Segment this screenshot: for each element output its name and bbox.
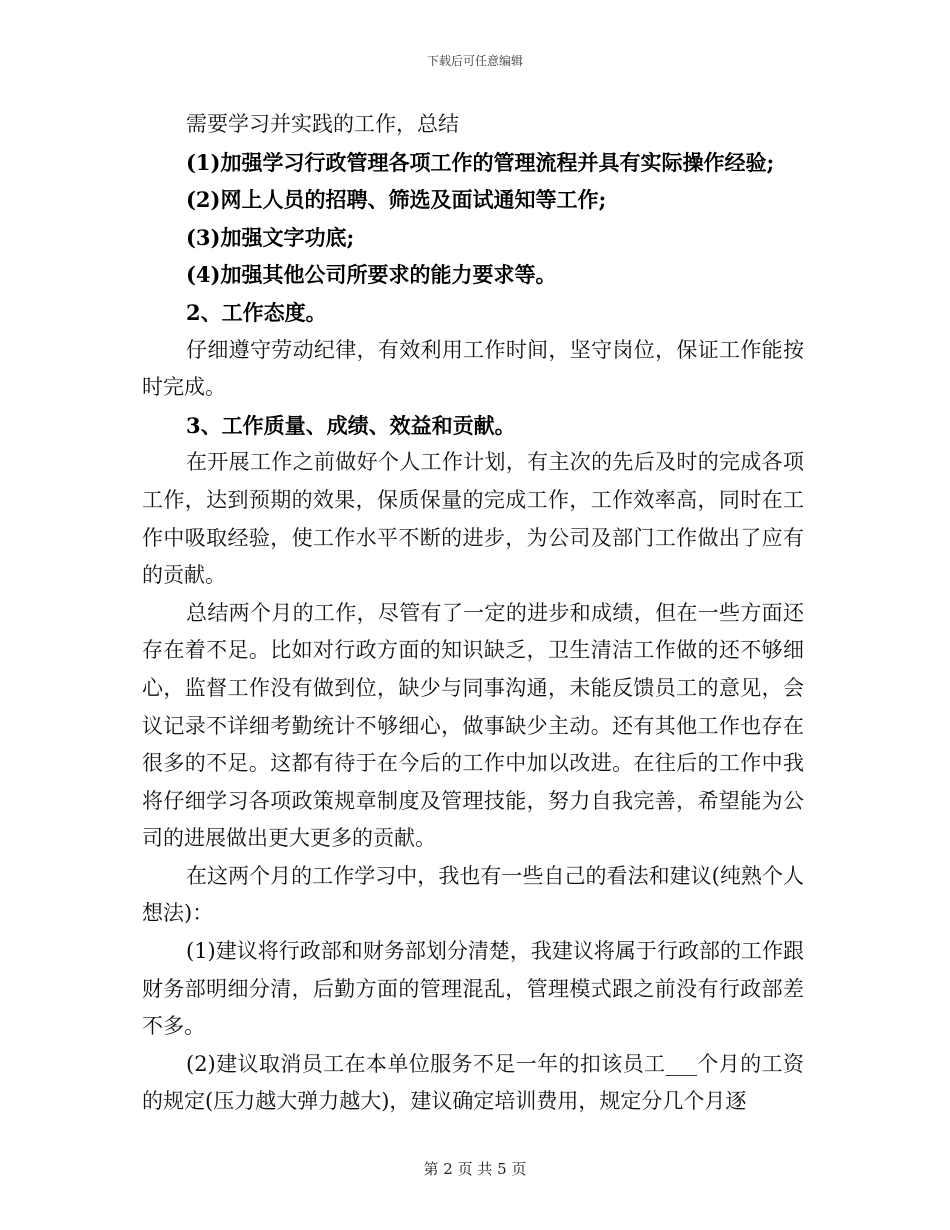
section-heading-work-attitude: 2、工作态度。	[186, 299, 327, 325]
list-item-2: (2)网上人员的招聘、筛选及面试通知等工作;	[186, 187, 607, 213]
paragraph-summary: 总结两个月的工作，尽管有了一定的进步和成绩，但在一些方面还存在着不足。比如对行政方面的知识缺乏，卫生清洁工作做的还不够细心，监督工作没有做到位，缺少与同事沟通，未能反馈员工的意见，会议记录不详细考勤统计不够细心，做事缺少主动。还有其他工作也存在很多的不足。这都有待于在今后的工作中加以改进。在往后的工作中我将仔细学习各项政策规章制度及管理技能，努力自我完善，希望能为公司的进展做出更大更多的贡献。	[142, 600, 804, 851]
list-item-4: (4)加强其他公司所要求的能力要求等。	[186, 262, 557, 288]
paragraph-work-attitude: 仔细遵守劳动纪律，有效利用工作时间，坚守岗位，保证工作能按时完成。	[142, 337, 804, 400]
paragraph-intro: 需要学习并实践的工作，总结	[186, 112, 459, 136]
page-header: 下载后可任意编辑	[426, 54, 523, 68]
page-footer: 第 2 页 共 5 页	[423, 1160, 527, 1178]
list-item-1: (1)加强学习行政管理各项工作的管理流程并具有实际操作经验;	[186, 149, 775, 175]
paragraph-work-quality: 在开展工作之前做好个人工作计划，有主次的先后及时的完成各项工作，达到预期的效果，保质保量的完成工作，工作效率高，同时在工作中吸取经验，使工作水平不断的进步，为公司及部门工作做出了应有的贡献。	[142, 450, 804, 588]
suggestion-item-1: (1)建议将行政部和财务部划分清楚，我建议将属于行政部的工作跟财务部明细分清，后勤方面的管理混乱，管理模式跟之前没有行政部差不多。	[142, 939, 804, 1039]
paragraph-suggestions-intro: 在这两个月的工作学习中，我也有一些自己的看法和建议(纯熟个人想法)：	[142, 863, 804, 926]
section-heading-work-quality: 3、工作质量、成绩、效益和贡献。	[186, 412, 516, 438]
document-body	[142, 106, 804, 1121]
suggestion-item-2: (2)建议取消员工在本单位服务不足一年的扣该员工___个月的工资的规定(压力越大弹力越大)，建议确定培训费用，规定分几个月逐	[142, 1051, 804, 1114]
list-item-3: (3)加强文字功底;	[186, 224, 355, 250]
